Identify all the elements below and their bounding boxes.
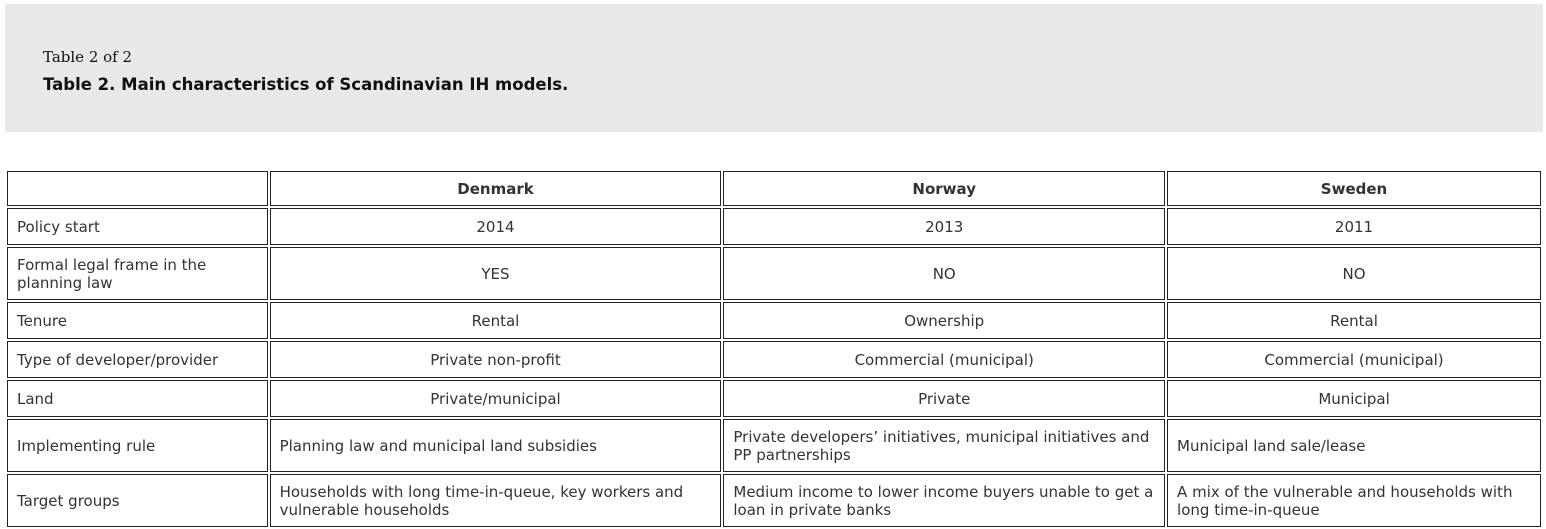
- table-row: [7, 341, 1541, 378]
- cell-sweden: Municipal: [1167, 380, 1541, 417]
- cell-sweden: NO: [1167, 247, 1541, 300]
- cell-norway: NO: [723, 247, 1165, 300]
- table-row: [7, 419, 1541, 472]
- cell-denmark: Rental: [270, 302, 722, 339]
- column-header-empty: [7, 171, 268, 206]
- characteristics-table: [5, 169, 1543, 529]
- table-row: [7, 474, 1541, 527]
- cell-denmark: Planning law and municipal land subsidies: [270, 419, 722, 472]
- cell-sweden: 2011: [1167, 208, 1541, 245]
- row-label: Target groups: [7, 474, 268, 527]
- row-label: Tenure: [7, 302, 268, 339]
- table-row: [7, 380, 1541, 417]
- table-header-panel: [5, 4, 1543, 132]
- cell-sweden: Commercial (municipal): [1167, 341, 1541, 378]
- table-row: [7, 208, 1541, 245]
- cell-sweden: Municipal land sale/lease: [1167, 419, 1541, 472]
- row-label: Type of developer/provider: [7, 341, 268, 378]
- column-header-denmark: Denmark: [270, 171, 722, 206]
- row-label: Policy start: [7, 208, 268, 245]
- cell-sweden: Rental: [1167, 302, 1541, 339]
- cell-norway: Medium income to lower income buyers unable to get a loan in private banks: [723, 474, 1165, 527]
- cell-norway: Ownership: [723, 302, 1165, 339]
- cell-sweden: A mix of the vulnerable and households with long time-in-queue: [1167, 474, 1541, 527]
- cell-denmark: Private/municipal: [270, 380, 722, 417]
- row-label: Land: [7, 380, 268, 417]
- column-header-norway: Norway: [723, 171, 1165, 206]
- table-row: [7, 302, 1541, 339]
- table-title: Table 2. Main characteristics of Scandinavian IH models.: [43, 75, 569, 94]
- row-label: Formal legal frame in the planning law: [7, 247, 268, 300]
- cell-denmark: 2014: [270, 208, 722, 245]
- table-row: [7, 247, 1541, 300]
- cell-denmark: YES: [270, 247, 722, 300]
- table-count: Table 2 of 2: [43, 48, 133, 66]
- cell-norway: Private developers’ initiatives, municipal initiatives and PP partnerships: [723, 419, 1165, 472]
- column-header-sweden: Sweden: [1167, 171, 1541, 206]
- cell-denmark: Households with long time-in-queue, key workers and vulnerable households: [270, 474, 722, 527]
- cell-denmark: Private non-profit: [270, 341, 722, 378]
- cell-norway: Commercial (municipal): [723, 341, 1165, 378]
- cell-norway: 2013: [723, 208, 1165, 245]
- row-label: Implementing rule: [7, 419, 268, 472]
- table-header-row: [7, 171, 1541, 206]
- cell-norway: Private: [723, 380, 1165, 417]
